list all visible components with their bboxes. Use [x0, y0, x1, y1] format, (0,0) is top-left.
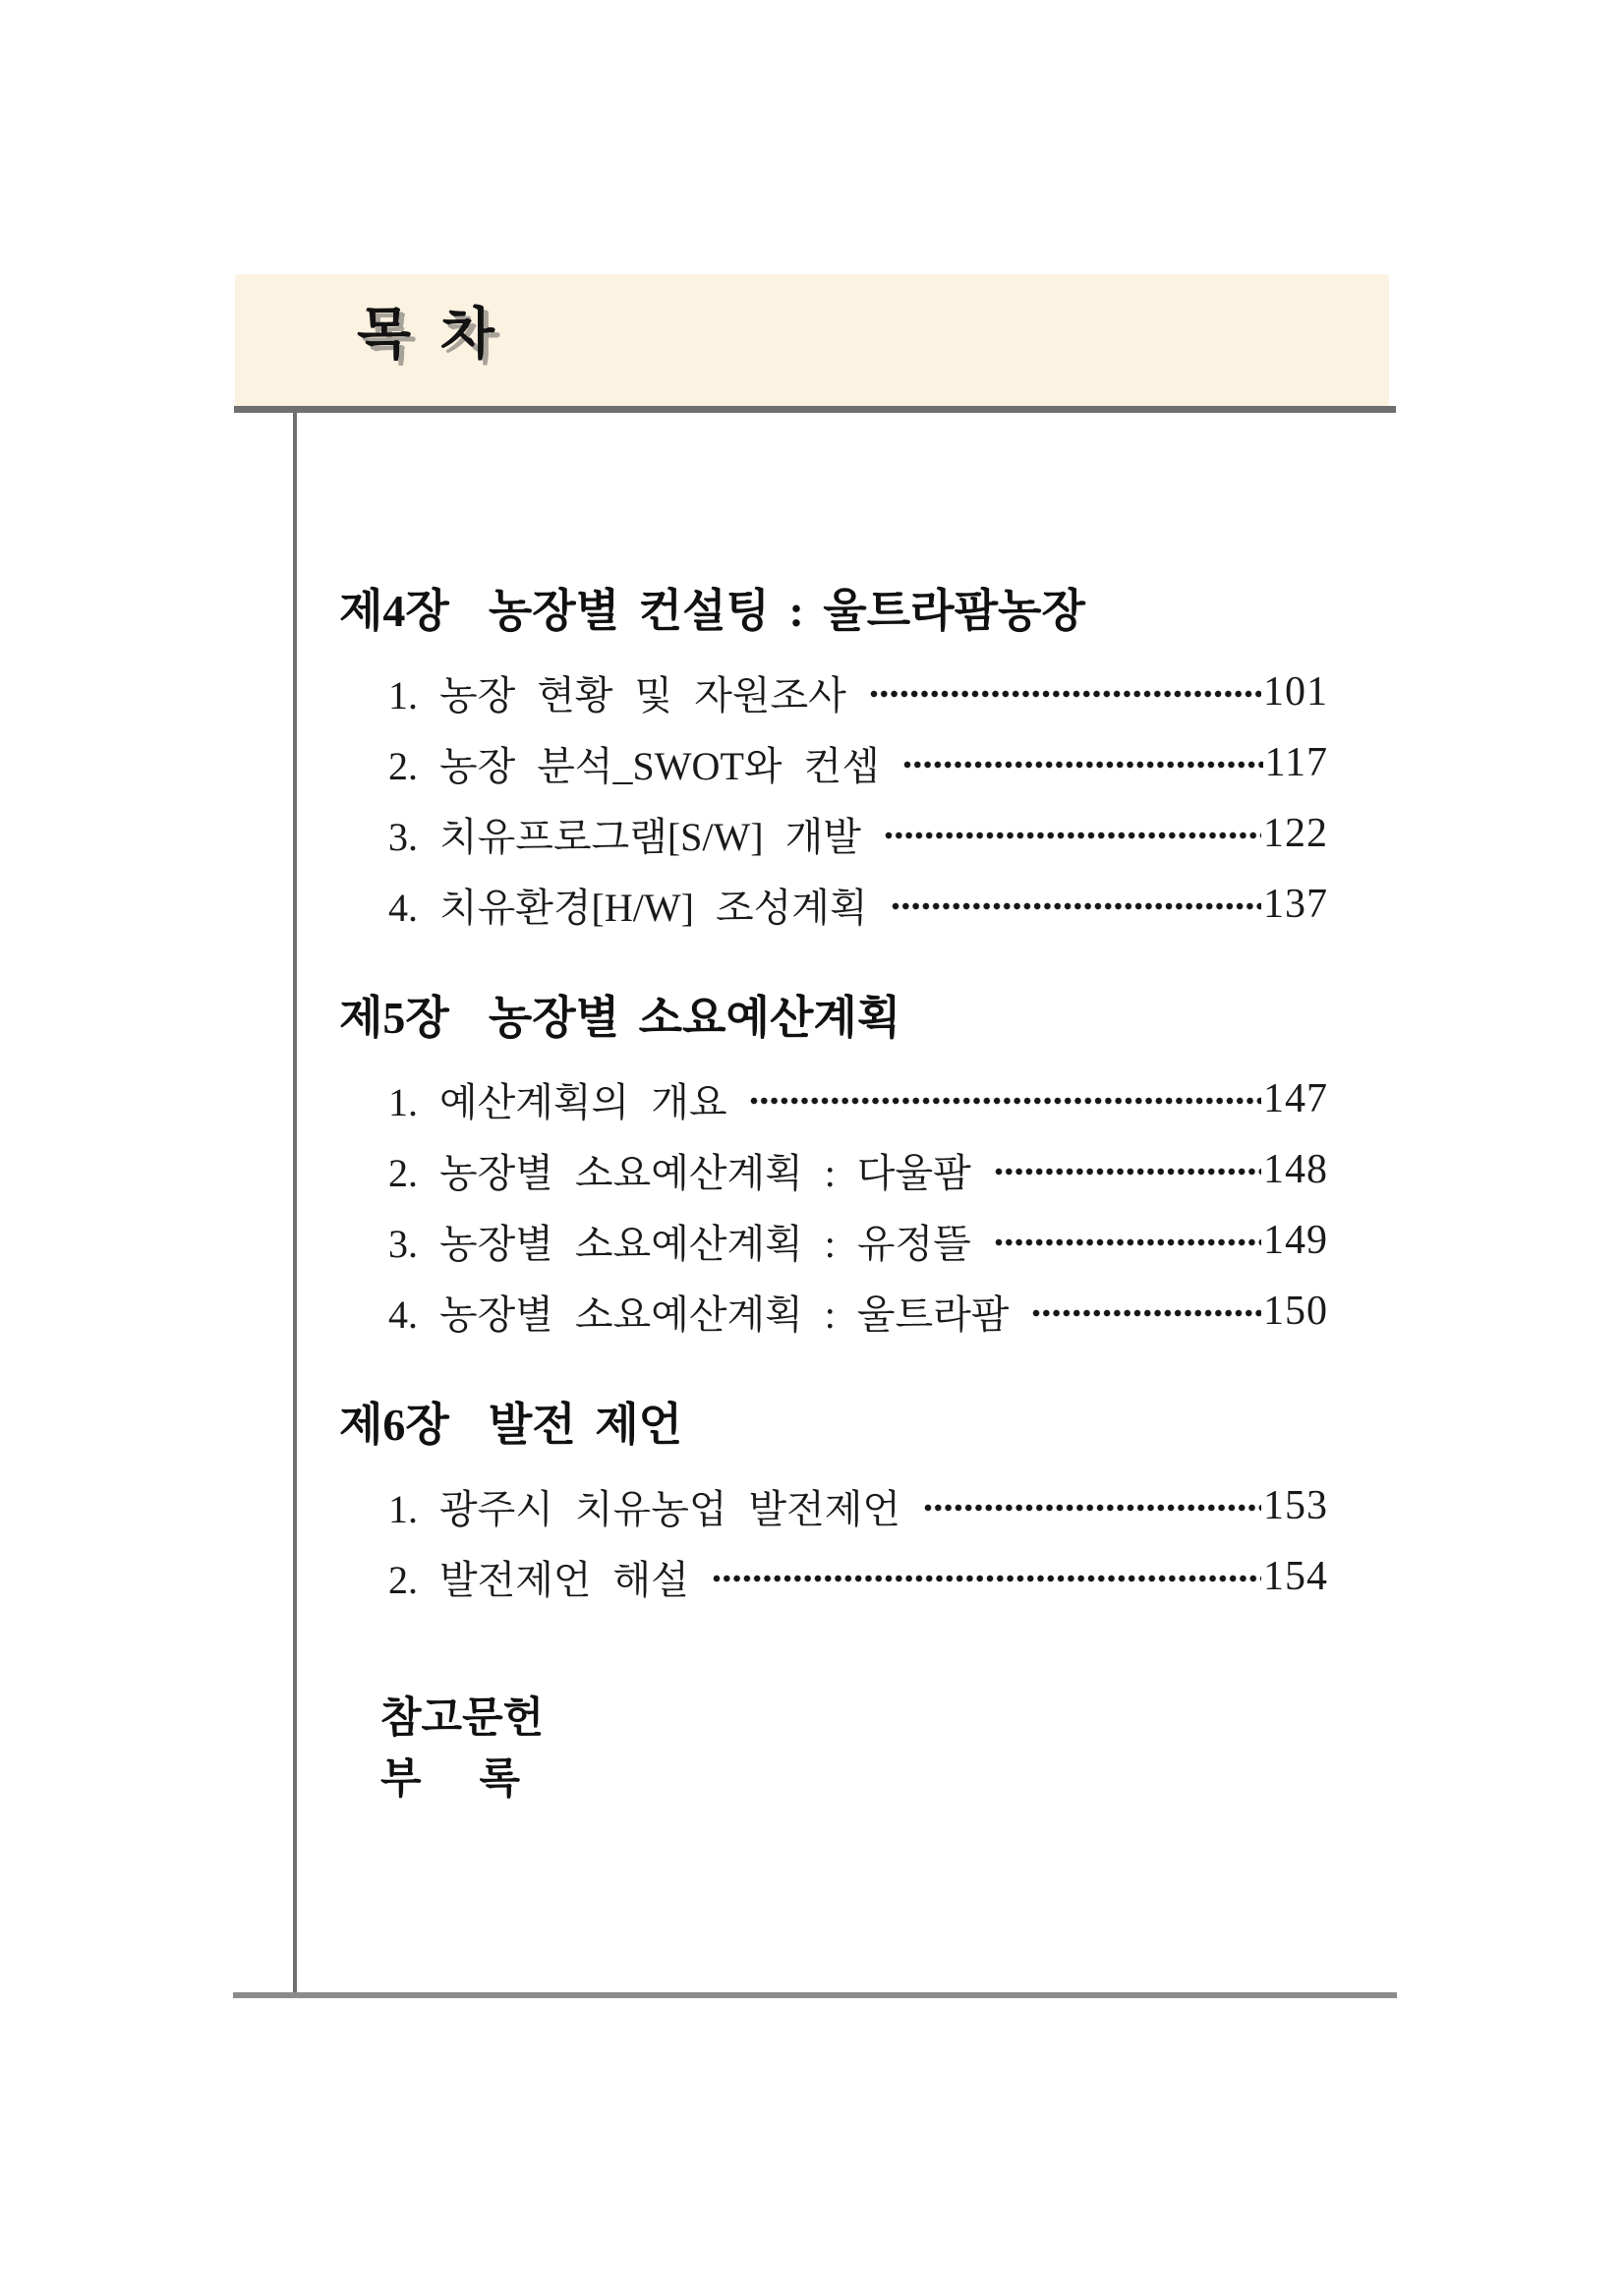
- section-heading: [339, 993, 1328, 1044]
- chapter-number: 제4장: [339, 586, 449, 636]
- entry-page-number: 148: [1263, 1147, 1328, 1192]
- entry-label: 2. 농장별 소요예산계획 : 다울팜: [388, 1150, 971, 1195]
- toc-entry: [339, 798, 1328, 869]
- chapter-title: 농장별 컨설팅 : 울트라팜농장: [488, 586, 1085, 636]
- dot-leader: [713, 1575, 1261, 1582]
- entry-page-number: 137: [1263, 882, 1328, 927]
- entry-label: 1. 농장 현황 및 자원조사: [388, 672, 846, 718]
- entry-label: 1. 예산계획의 개요: [388, 1079, 727, 1124]
- section-items: [339, 1063, 1328, 1347]
- section-items: [339, 1470, 1328, 1612]
- toc-entry: [339, 1276, 1328, 1347]
- entry-page-number: 154: [1263, 1554, 1328, 1599]
- chapter-title: 발전 제언: [488, 1400, 683, 1450]
- header-rule: [234, 406, 1396, 413]
- entry-page-number: 101: [1263, 669, 1328, 715]
- toc-header-band: [235, 274, 1389, 406]
- dot-leader: [1032, 1309, 1261, 1317]
- entry-page-number: 117: [1264, 740, 1328, 785]
- left-border-line: [293, 413, 297, 1992]
- toc-entry: [339, 727, 1328, 798]
- appendix-label: [380, 1750, 520, 1810]
- entry-label: 4. 치유환경[H/W] 조성계획: [388, 885, 868, 930]
- dot-leader: [750, 1097, 1261, 1105]
- toc-entry: [339, 1205, 1328, 1276]
- appendix-label-right: 록: [479, 1756, 520, 1803]
- toc-section-chapter5: [339, 993, 1328, 1347]
- toc-entry: [339, 1470, 1328, 1541]
- dot-leader: [870, 690, 1261, 698]
- section-items: [339, 657, 1328, 940]
- table-of-contents: [339, 586, 1328, 1810]
- toc-entry: [339, 1541, 1328, 1612]
- chapter-number: 제6장: [339, 1400, 449, 1450]
- dot-leader: [924, 1504, 1261, 1512]
- entry-page-number: 153: [1263, 1483, 1328, 1528]
- entry-label: 3. 치유프로그램[S/W] 개발: [388, 814, 861, 859]
- toc-section-chapter6: [339, 1400, 1328, 1612]
- entry-page-number: 149: [1263, 1218, 1328, 1263]
- toc-entry: [339, 1134, 1328, 1205]
- entry-page-number: 150: [1263, 1289, 1328, 1334]
- entry-page-number: 147: [1263, 1076, 1328, 1121]
- entry-label: 1. 광주시 치유농업 발전제언: [388, 1486, 901, 1531]
- dot-leader: [995, 1168, 1261, 1176]
- entry-page-number: 122: [1263, 811, 1328, 856]
- dot-leader: [892, 902, 1261, 910]
- toc-section-chapter4: [339, 586, 1328, 940]
- chapter-title: 농장별 소요예산계획: [488, 993, 901, 1043]
- dot-leader: [995, 1238, 1261, 1246]
- toc-entry: [339, 869, 1328, 940]
- toc-entry: [339, 657, 1328, 727]
- entry-label: 4. 농장별 소요예산계획 : 울트라팜: [388, 1292, 1010, 1337]
- section-heading: [339, 586, 1328, 637]
- entry-label: 2. 농장 분석_SWOT와 컨셉: [388, 743, 880, 788]
- toc-entry: [339, 1063, 1328, 1134]
- dot-leader: [903, 761, 1263, 769]
- footer-rule: [233, 1992, 1397, 1998]
- dot-leader: [885, 832, 1261, 839]
- references-label: 참고문헌: [380, 1695, 545, 1742]
- chapter-number: 제5장: [339, 993, 449, 1043]
- toc-title: 목 차: [357, 303, 501, 366]
- appendix-label-left: 부: [380, 1756, 422, 1803]
- entry-label: 2. 발전제언 해설: [388, 1557, 689, 1602]
- back-matter: [339, 1689, 1328, 1810]
- entry-label: 3. 농장별 소요예산계획 : 유정뜰: [388, 1221, 971, 1266]
- section-heading: [339, 1400, 1328, 1451]
